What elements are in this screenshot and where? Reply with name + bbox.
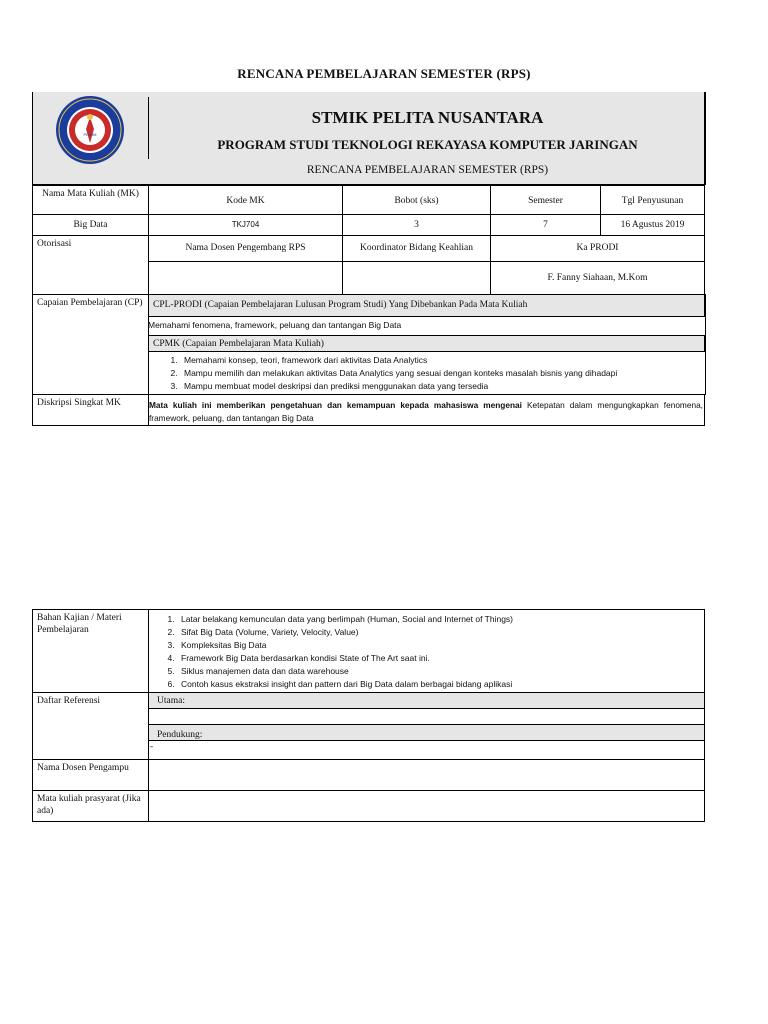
prasyarat-value (148, 790, 705, 822)
bahan-kajian-item: 6. Contoh kasus ekstraksi insight dan pattern dari Big Data dalam berbagai bidang aplikasi (177, 678, 704, 691)
course-credit-value: 3 (342, 214, 491, 236)
cpmk-header: CPMK (Capaian Pembelajaran Mata Kuliah) (148, 335, 705, 352)
course-date-value: 16 Agustus 2019 (600, 214, 705, 236)
dosen-pengembang-value (148, 261, 343, 295)
institution-logo (55, 95, 125, 165)
cpl-text: Memahami fenomena, framework, peluang dan tantangan Big Data (148, 320, 402, 330)
ka-prodi-header: Ka PRODI (490, 235, 705, 262)
bahan-kajian-item: 5. Siklus manajemen data dan data warehouse (177, 665, 704, 678)
bahan-kajian-item: 2. Sifat Big Data (Volume, Variety, Velocity, Value) (177, 626, 704, 639)
bahan-kajian-content (148, 609, 705, 693)
referensi-utama-content (148, 708, 705, 725)
course-date-header: Tgl Penyusunan (600, 185, 705, 215)
referensi-pendukung: Pendukung: (148, 724, 705, 741)
course-name-value: Big Data (32, 214, 149, 236)
deskripsi-text: Mata kuliah ini memberikan pengetahuan dan kemampuan kepada mahasiswa mengenai Ketepatan dalam mengungkapkan fenomena, framework, peluang, dan tantangan Big Data (148, 394, 705, 426)
dosen-pengembang-header: Nama Dosen Pengembang RPS (148, 235, 343, 262)
bahan-kajian-item: 4. Framework Big Data berdasarkan kondisi State of The Art saat ini. (177, 652, 704, 665)
cpl-header: CPL-PRODI (Capaian Pembelajaran Lulusan Program Studi) Yang Dibebankan Pada Mata Kuliah (148, 294, 705, 317)
bahan-kajian-item: 1. Latar belakang kemunculan data yang berlimpah (Human, Social and Internet of Things) (177, 613, 704, 626)
cpmk-list (148, 354, 703, 393)
cpmk-item: 2. Mampu memilih dan melakukan aktivitas Data Analytics yang sesuai dengan konteks masalah bisnis yang dihadapi (180, 367, 703, 380)
cpmk-item: 1. Memahami konsep, teori, framework dari aktivitas Data Analytics (180, 354, 703, 367)
referensi-utama: Utama: (148, 692, 705, 709)
deskripsi-label-cell: Diskripsi Singkat MK (32, 394, 149, 426)
program-name: PROGRAM STUDI TEKNOLOGI REKAYASA KOMPUTER JARINGAN (217, 137, 638, 152)
koordinator-header: Koordinator Bidang Keahlian (342, 235, 491, 262)
course-semester-header: Semester (490, 185, 601, 215)
course-code-value: TKJ704 (148, 214, 343, 236)
course-name-header: Nama Mata Kuliah (MK) (32, 185, 149, 215)
otorisasi-label-cell: Otorisasi (32, 235, 149, 295)
institution-name: STMIK PELITA NUSANTARA (311, 108, 544, 127)
referensi-pendukung-content: - (148, 740, 705, 760)
document-title: RENCANA PEMBELAJARAN SEMESTER (RPS) (237, 66, 531, 81)
ka-prodi-value: F. Fanny Siahaan, M.Kom (490, 261, 705, 295)
course-semester-value: 7 (490, 214, 601, 236)
dosen-pengampu-label-cell: Nama Dosen Pengampu (32, 759, 149, 791)
prasyarat-label-cell: Mata kuliah prasyarat (Jika ada) (32, 790, 149, 822)
dosen-pengampu-value (148, 759, 705, 791)
referensi-label-cell: Daftar Referensi (32, 692, 149, 760)
cpmk-item: 3. Mampu membuat model deskripsi dan prediksi menggunakan data yang tersedia (180, 380, 703, 393)
header-subtitle: RENCANA PEMBELAJARAN SEMESTER (RPS) (306, 164, 549, 176)
koordinator-value (342, 261, 491, 295)
bahan-kajian-item: 3. Kompleksitas Big Data (177, 639, 704, 652)
course-code-header: Kode MK (148, 185, 343, 215)
logo-center-text: PIKOM (83, 132, 97, 137)
course-credit-header: Bobot (sks) (342, 185, 491, 215)
capaian-label-cell: Capaian Pembelajaran (CP) (32, 294, 149, 395)
bahan-kajian-label-cell: Bahan Kajian / Materi Pembelajaran (32, 609, 149, 693)
